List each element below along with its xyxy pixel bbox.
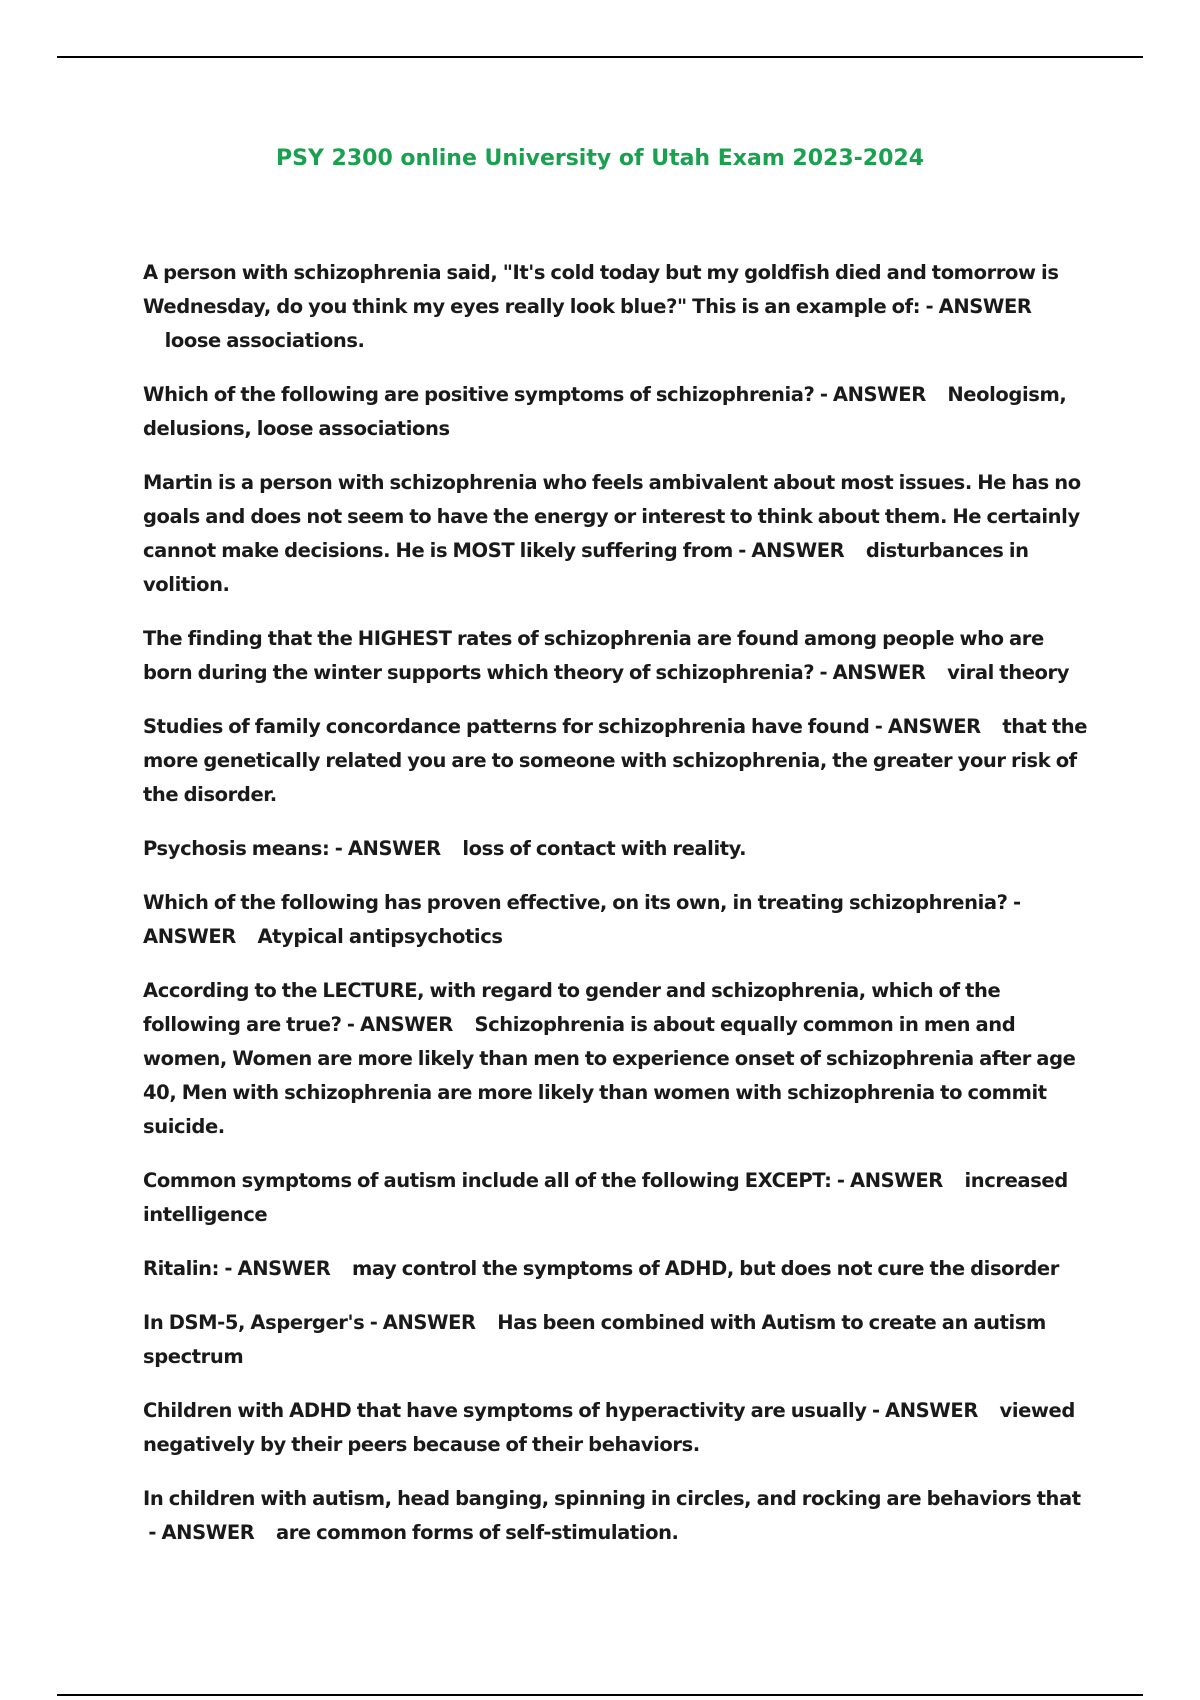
- qa-item: [143, 974, 1088, 1144]
- answer-marker: - ANSWER: [143, 891, 1021, 948]
- qa-list: [143, 256, 1088, 1570]
- answer-text: Has been combined with Autism to create an autism spectrum: [143, 1311, 1046, 1368]
- answer-text: loose associations.: [164, 329, 365, 352]
- question-text: Psychosis means:: [143, 837, 330, 860]
- answer-marker: - ANSWER: [819, 661, 926, 684]
- qa-item: [143, 1164, 1088, 1232]
- answer-marker: - ANSWER: [871, 1399, 978, 1422]
- answer-text: Atypical antipsychotics: [257, 925, 503, 948]
- answer-marker: - ANSWER: [925, 295, 1032, 318]
- answer-text: Schizophrenia is about equally common in men and women, Women are more likely than men to experience onset of schizophrenia after age 40, Men with schizophrenia are more likely than women with schizophrenia to commit suicide.: [143, 1013, 1076, 1138]
- answer-marker: - ANSWER: [148, 1521, 255, 1544]
- qa-item: [143, 886, 1088, 954]
- qa-item: [143, 256, 1088, 358]
- answer-marker: - ANSWER: [819, 383, 926, 406]
- answer-text: viral theory: [947, 661, 1070, 684]
- answer-marker: - ANSWER: [334, 837, 441, 860]
- qa-item: [143, 1306, 1088, 1374]
- bottom-rule: [57, 1694, 1143, 1696]
- question-text: In children with autism, head banging, spinning in circles, and rocking are behaviors that: [143, 1487, 1081, 1510]
- answer-marker: - ANSWER: [369, 1311, 476, 1334]
- question-text: Studies of family concordance patterns for schizophrenia have found: [143, 715, 870, 738]
- question-text: Common symptoms of autism include all of the following EXCEPT:: [143, 1169, 832, 1192]
- qa-item: [143, 1394, 1088, 1462]
- answer-text: may control the symptoms of ADHD, but does not cure the disorder: [351, 1257, 1059, 1280]
- question-text: Which of the following are positive symptoms of schizophrenia?: [143, 383, 815, 406]
- question-text: Ritalin:: [143, 1257, 220, 1280]
- qa-item: [143, 832, 1088, 866]
- answer-text: loss of contact with reality.: [462, 837, 747, 860]
- answer-marker: - ANSWER: [224, 1257, 331, 1280]
- answer-marker: - ANSWER: [346, 1013, 453, 1036]
- qa-item: [143, 466, 1088, 602]
- question-text: Martin is a person with schizophrenia who feels ambivalent about most issues. He has no goals and does not seem to have the energy or interest to think about them. He certainly cannot make decisions. He is MOST likely suffering from: [143, 471, 1081, 562]
- answer-text: disturbances in volition.: [143, 539, 1029, 596]
- question-text: The finding that the HIGHEST rates of schizophrenia are found among people who are born during the winter supports which theory of schizophrenia?: [143, 627, 1044, 684]
- qa-item: [143, 710, 1088, 812]
- answer-text: Neologism, delusions, loose associations: [143, 383, 1067, 440]
- answer-marker: - ANSWER: [738, 539, 845, 562]
- answer-marker: - ANSWER: [836, 1169, 943, 1192]
- answer-text: are common forms of self-stimulation.: [275, 1521, 679, 1544]
- answer-text: increased intelligence: [143, 1169, 1068, 1226]
- question-text: Children with ADHD that have symptoms of hyperactivity are usually: [143, 1399, 867, 1422]
- question-text: Which of the following has proven effective, on its own, in treating schizophrenia?: [143, 891, 1008, 914]
- qa-item: [143, 1252, 1088, 1286]
- top-rule: [57, 56, 1143, 58]
- qa-item: [143, 622, 1088, 690]
- answer-marker: - ANSWER: [874, 715, 981, 738]
- question-text: According to the LECTURE, with regard to gender and schizophrenia, which of the following are true?: [143, 979, 1001, 1036]
- page-title: PSY 2300 online University of Utah Exam 2023-2024: [275, 146, 924, 171]
- qa-item: [143, 378, 1088, 446]
- answer-text: that the more genetically related you are to someone with schizophrenia, the greater your risk of the disorder.: [143, 715, 1088, 806]
- question-text: In DSM-5, Asperger's: [143, 1311, 365, 1334]
- answer-text: viewed negatively by their peers because of their behaviors.: [143, 1399, 1075, 1456]
- qa-item: [143, 1482, 1088, 1550]
- question-text: A person with schizophrenia said, "It's cold today but my goldfish died and tomorrow is Wednesday, do you think my eyes really look blue?" This is an example of:: [143, 261, 1059, 318]
